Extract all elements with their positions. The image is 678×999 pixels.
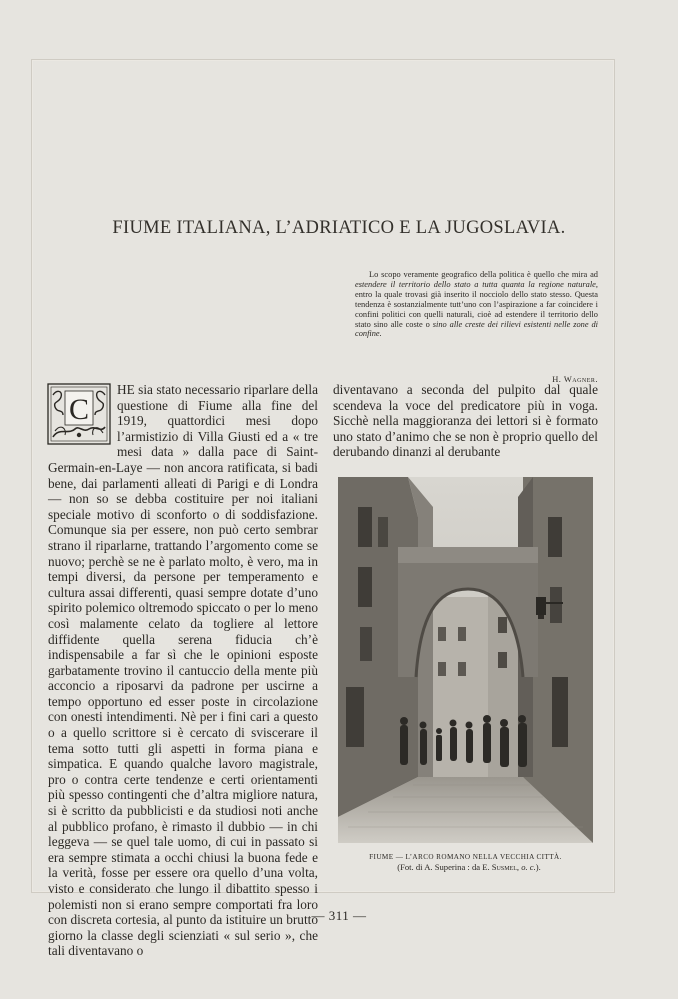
drop-cap-letter: C: [68, 393, 89, 426]
epigraph-italic-2: sino alle creste dei rilievi esistenti nelle zone di confine.: [355, 319, 598, 339]
roman-arch-photo-image: [338, 477, 593, 843]
body-text-left: HE sia stato necessario riparlare della questione di Fiume alla fine del 1919, quattordici mesi dopo l’armistizio di Villa Giusti ed a « tre mesi data » dalla pace di Saint-Germain-en-Laye — non ancora ratificata, si badi bene, dai parlamenti alleati di Parigi e di Londra — non so se debba costituire per noi italiani speciale motivo di sconforto o di soddisfazione. Comunque sia per essere, non può certo sembrar strano il riparlarne, trattando l’argomento come se nuovo; perchè se ne è parlato molto, è vero, ma in tempi diversi, da persone per temperamento e cultura assai differenti, quasi sempre dotate d’uno spirito polemico oltremodo spiccato o per lo meno così malamente celato da togliere al lettore diffidente quella serena fiducia ch’è indispensabile a far sì che le opinioni esposte garbatamente trovino il cantuccio della mente più acconcio a riposarvi da padrone per uscirne a tempo opportuno ed esser poste in circolazione con onesti intendimenti. Nè per i fini cari a questo o a quello scrittore si è cercato di sviscerare il tema sotto tutti gli aspetti in forma piana e simpatica. E quando qualche lavoro magistrale, pro o contra certe tendenze e certi orientamenti più spesso contingenti che d’altra migliore natura, si è scritto da pubblicisti e da studiosi noti anche al pubblico profano, è rimasto il dubbio — in chi leggeva — se quel tale uomo, di cui in passato si era sempre stimata a occhi chiusi la buona fede e la verità, fosse per essere ora quello d’una volta, visto e considerato che lungo il dibattito spesso i polemisti non si erano sempre comportati fra loro con discreta cortesia, al punto da istituire un brutto giorno la classe degli scienziati « sul serio », che tali diventavano o: [48, 382, 318, 959]
epigraph-signature: H. Wagner.: [552, 375, 598, 384]
epigraph-italic-1: estendere il territorio dello stato a tutta quanta la regione naturale: [355, 279, 596, 289]
photo-credit-author: Susmel: [491, 862, 517, 872]
arch-photograph: [338, 477, 593, 843]
photo-credit-italic: o. c.: [521, 862, 536, 872]
article-title: FIUME ITALIANA, L’ADRIATICO E LA JUGOSLAVIA.: [112, 218, 566, 238]
body-column-left: [48, 382, 318, 959]
epigraph-text-2: , entro la quale trovasi già inserito il nocciolo dello stato stesso. Questa tendenza è sostanzialmente tutt’uno con l’aspirazione a far coincidere i confini politici con quelli naturali, cioè ad estendere il territorio dello stato sino alle coste o: [355, 279, 598, 329]
body-text-right: diventavano a seconda del pulpito dal quale scendeva la voce del predicatore più in voga. Sicchè nella maggioranza dei lettori si è formato uno stato d’animo che se non è proprio quello del derubando dinanzi al derubante: [333, 382, 598, 460]
drop-cap-ornament: [47, 383, 111, 445]
photo-caption: FIUME — L’ARCO ROMANO NELLA VECCHIA CITTÀ.: [369, 853, 562, 861]
photo-credit-text-2: ).: [535, 862, 541, 872]
photo-credit-text-1: (Fot. di A. Superina : da E.: [397, 862, 492, 872]
photo-credit: (Fot. di A. Superina : da E. Susmel, o. c.).: [397, 862, 541, 872]
epigraph: [355, 270, 598, 339]
body-column-right: [333, 382, 598, 460]
epigraph-text-1: Lo scopo veramente geografico della politica è quello che mira ad: [369, 270, 598, 279]
page-number: — 311 —: [311, 908, 367, 923]
